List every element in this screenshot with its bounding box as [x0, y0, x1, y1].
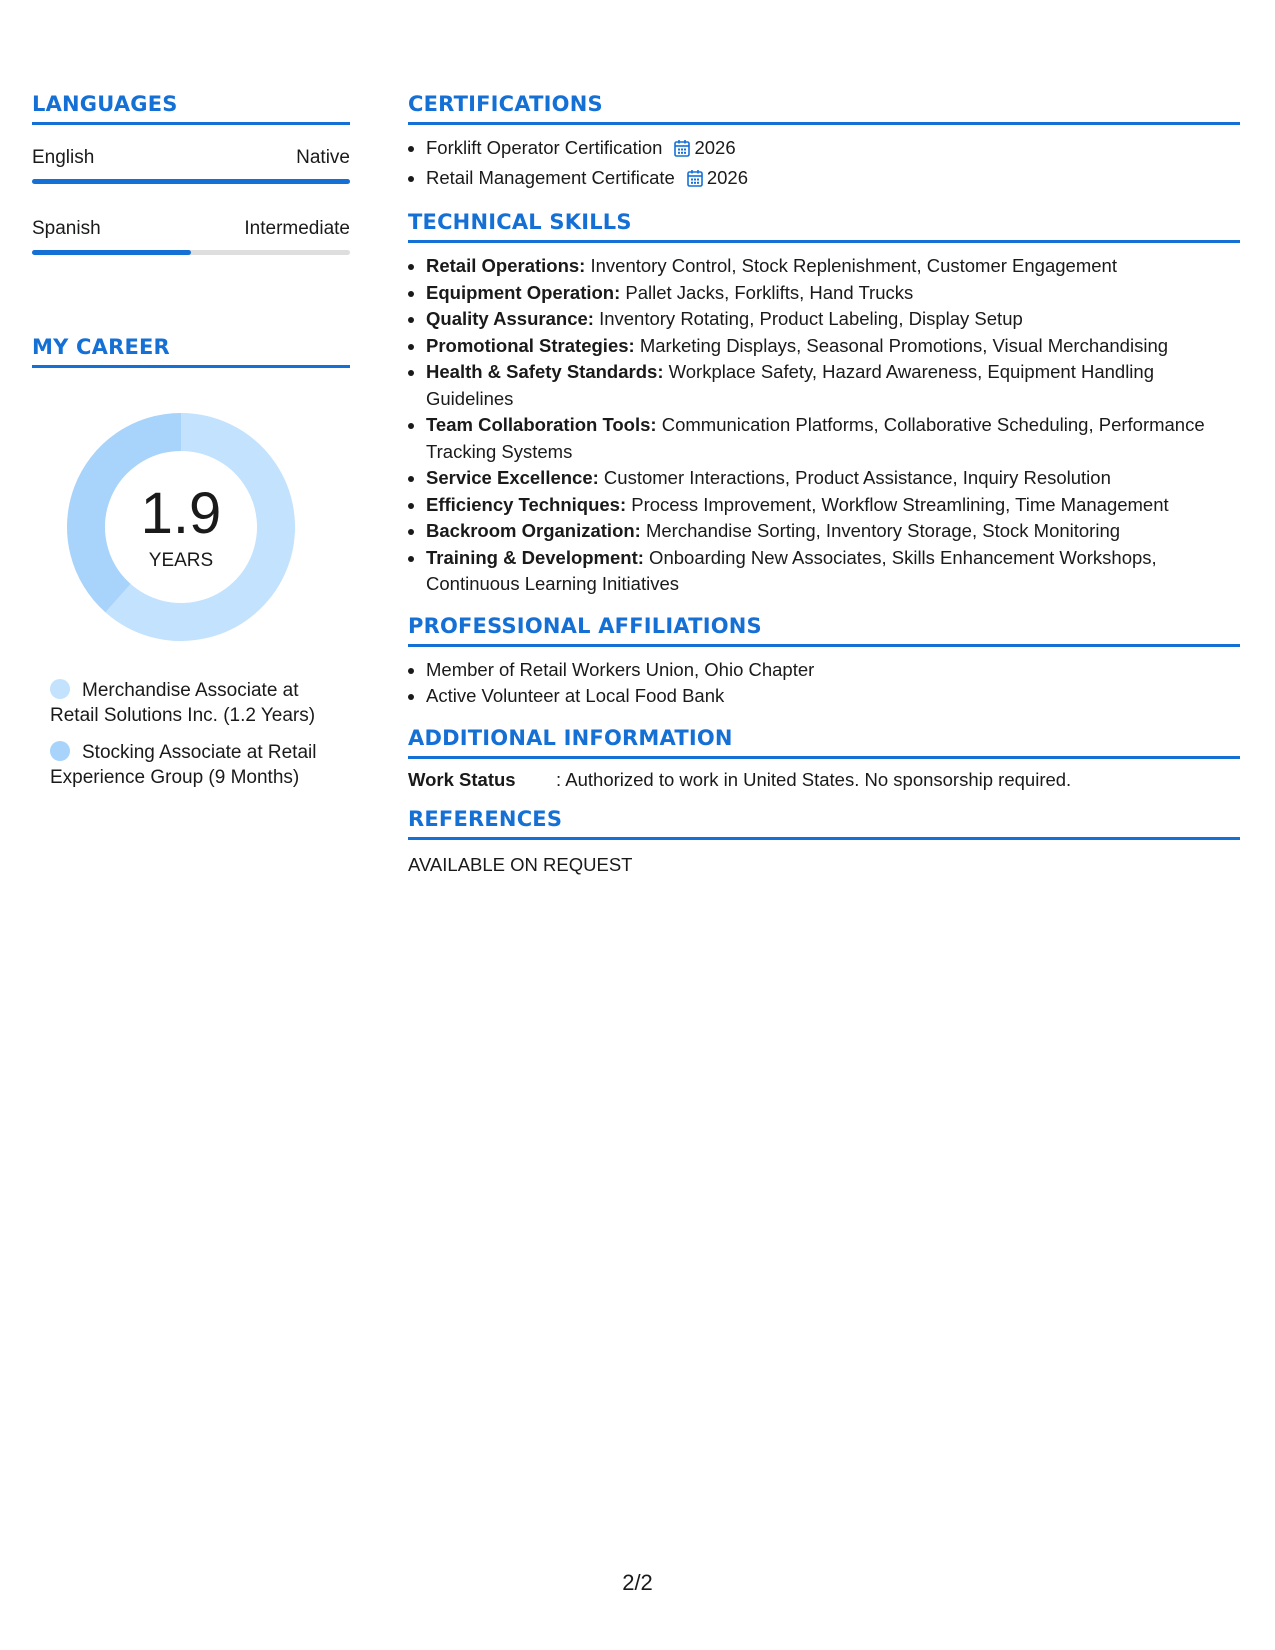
- career-title: MY CAREER: [32, 335, 350, 368]
- affiliation-item: • Active Volunteer at Local Food Bank: [426, 683, 1240, 710]
- skill-item: [426, 280, 1240, 307]
- technical-skills-title: TECHNICAL SKILLS: [408, 210, 1240, 243]
- references-title: REFERENCES: [408, 807, 1240, 840]
- calendar-icon: [687, 168, 703, 195]
- skill-item: [426, 253, 1240, 280]
- affiliation-item: • Member of Retail Workers Union, Ohio Chapter: [426, 657, 1240, 684]
- skill-details: Merchandise Sorting, Inventory Storage, Stock Monitoring: [640, 520, 1121, 541]
- languages-section: [32, 92, 350, 255]
- skill-category: Service Excellence:: [426, 467, 599, 488]
- affiliations-list: [408, 657, 1240, 710]
- certification-item: [426, 165, 1240, 195]
- additional-info-title: ADDITIONAL INFORMATION: [408, 726, 1240, 759]
- language-proficiency-bar: [32, 179, 350, 184]
- certifications-list: [408, 135, 1240, 194]
- skill-details: Pallet Jacks, Forklifts, Hand Trucks: [620, 281, 914, 303]
- language-item: [32, 147, 350, 184]
- references-section: [408, 807, 1240, 876]
- affiliations-title: PROFESSIONAL AFFILIATIONS: [408, 614, 1240, 647]
- legend-dot: [50, 741, 70, 761]
- skill-details: Onboarding New Associates, Skills Enhancement Workshops, Continuous Learning Initiatives: [426, 546, 1157, 594]
- career-legend: [50, 678, 350, 790]
- certification-name: Forklift Operator Certification: [426, 137, 663, 158]
- skill-details: Inventory Rotating, Product Labeling, Display Setup: [593, 308, 1023, 329]
- skills-list: [408, 253, 1240, 598]
- language-name: Spanish: [32, 218, 101, 239]
- skill-details: Inventory Control, Stock Replenishment, Customer Engagement: [585, 255, 1117, 276]
- certification-year: 2026: [706, 166, 748, 188]
- skill-category: Promotional Strategies:: [426, 334, 635, 356]
- right-column: [408, 92, 1240, 892]
- skill-item: [426, 465, 1240, 492]
- skill-category: Health & Safety Standards:: [426, 361, 664, 382]
- skill-item: [426, 412, 1240, 465]
- skill-category: Quality Assurance:: [426, 308, 594, 329]
- additional-info-section: [408, 726, 1240, 791]
- calendar-icon: [674, 138, 690, 165]
- languages-title: LANGUAGES: [32, 92, 350, 125]
- certification-item: [426, 135, 1240, 165]
- language-proficiency-bar: [32, 250, 350, 255]
- career-donut-chart: [66, 412, 296, 642]
- legend-label: Stocking Associate at Retail Experience Group (9 Months): [50, 742, 317, 788]
- legend-item: [50, 678, 350, 728]
- skill-category: Retail Operations:: [426, 255, 586, 276]
- skill-item: [426, 518, 1240, 545]
- certifications-section: [408, 92, 1240, 194]
- certification-year: 2026: [694, 137, 736, 158]
- language-proficiency-fill: [32, 179, 350, 184]
- skill-details: Marketing Displays, Seasonal Promotions, Visual Merchandising: [634, 334, 1169, 356]
- certifications-title: CERTIFICATIONS: [408, 92, 1240, 125]
- legend-item: [50, 740, 350, 790]
- skill-details: Communication Platforms, Collaborative Scheduling, Performance Tracking Systems: [426, 414, 1205, 462]
- skill-details: Customer Interactions, Product Assistance, Inquiry Resolution: [598, 467, 1111, 488]
- technical-skills-section: [408, 210, 1240, 598]
- skill-category: Equipment Operation:: [426, 281, 621, 303]
- language-level: Intermediate: [244, 218, 350, 239]
- work-status-row: [408, 769, 1240, 791]
- affiliations-section: [408, 614, 1240, 710]
- skill-category: Training & Development:: [426, 546, 644, 568]
- skill-category: Team Collaboration Tools:: [426, 414, 657, 435]
- work-status-value: : Authorized to work in United States. No sponsorship required.: [556, 768, 1072, 790]
- skill-category: Efficiency Techniques:: [426, 493, 627, 515]
- career-section: [32, 335, 350, 790]
- skill-category: Backroom Organization:: [426, 520, 641, 541]
- skill-item: [426, 333, 1240, 360]
- legend-label: Merchandise Associate at Retail Solutions Inc. (1.2 Years): [50, 680, 316, 726]
- references-text: AVAILABLE ON REQUEST: [408, 853, 633, 875]
- language-proficiency-fill: [32, 250, 191, 255]
- work-status-label: Work Status: [408, 768, 516, 790]
- language-name: English: [32, 147, 95, 168]
- career-total-unit: YEARS: [148, 550, 214, 571]
- legend-dot: [50, 679, 70, 699]
- left-column: [32, 92, 350, 802]
- skill-details: Workplace Safety, Hazard Awareness, Equipment Handling Guidelines: [426, 361, 1154, 409]
- page-number: 2/2: [622, 1570, 653, 1595]
- skill-item: [426, 492, 1240, 519]
- skill-item: [426, 545, 1240, 598]
- skill-item: [426, 359, 1240, 412]
- skill-item: [426, 306, 1240, 333]
- certification-name: Retail Management Certificate: [426, 166, 675, 188]
- language-item: [32, 218, 350, 255]
- language-level: Native: [296, 147, 350, 168]
- career-total-years: 1.9: [140, 481, 222, 546]
- skill-details: Process Improvement, Workflow Streamlining, Time Management: [626, 493, 1169, 515]
